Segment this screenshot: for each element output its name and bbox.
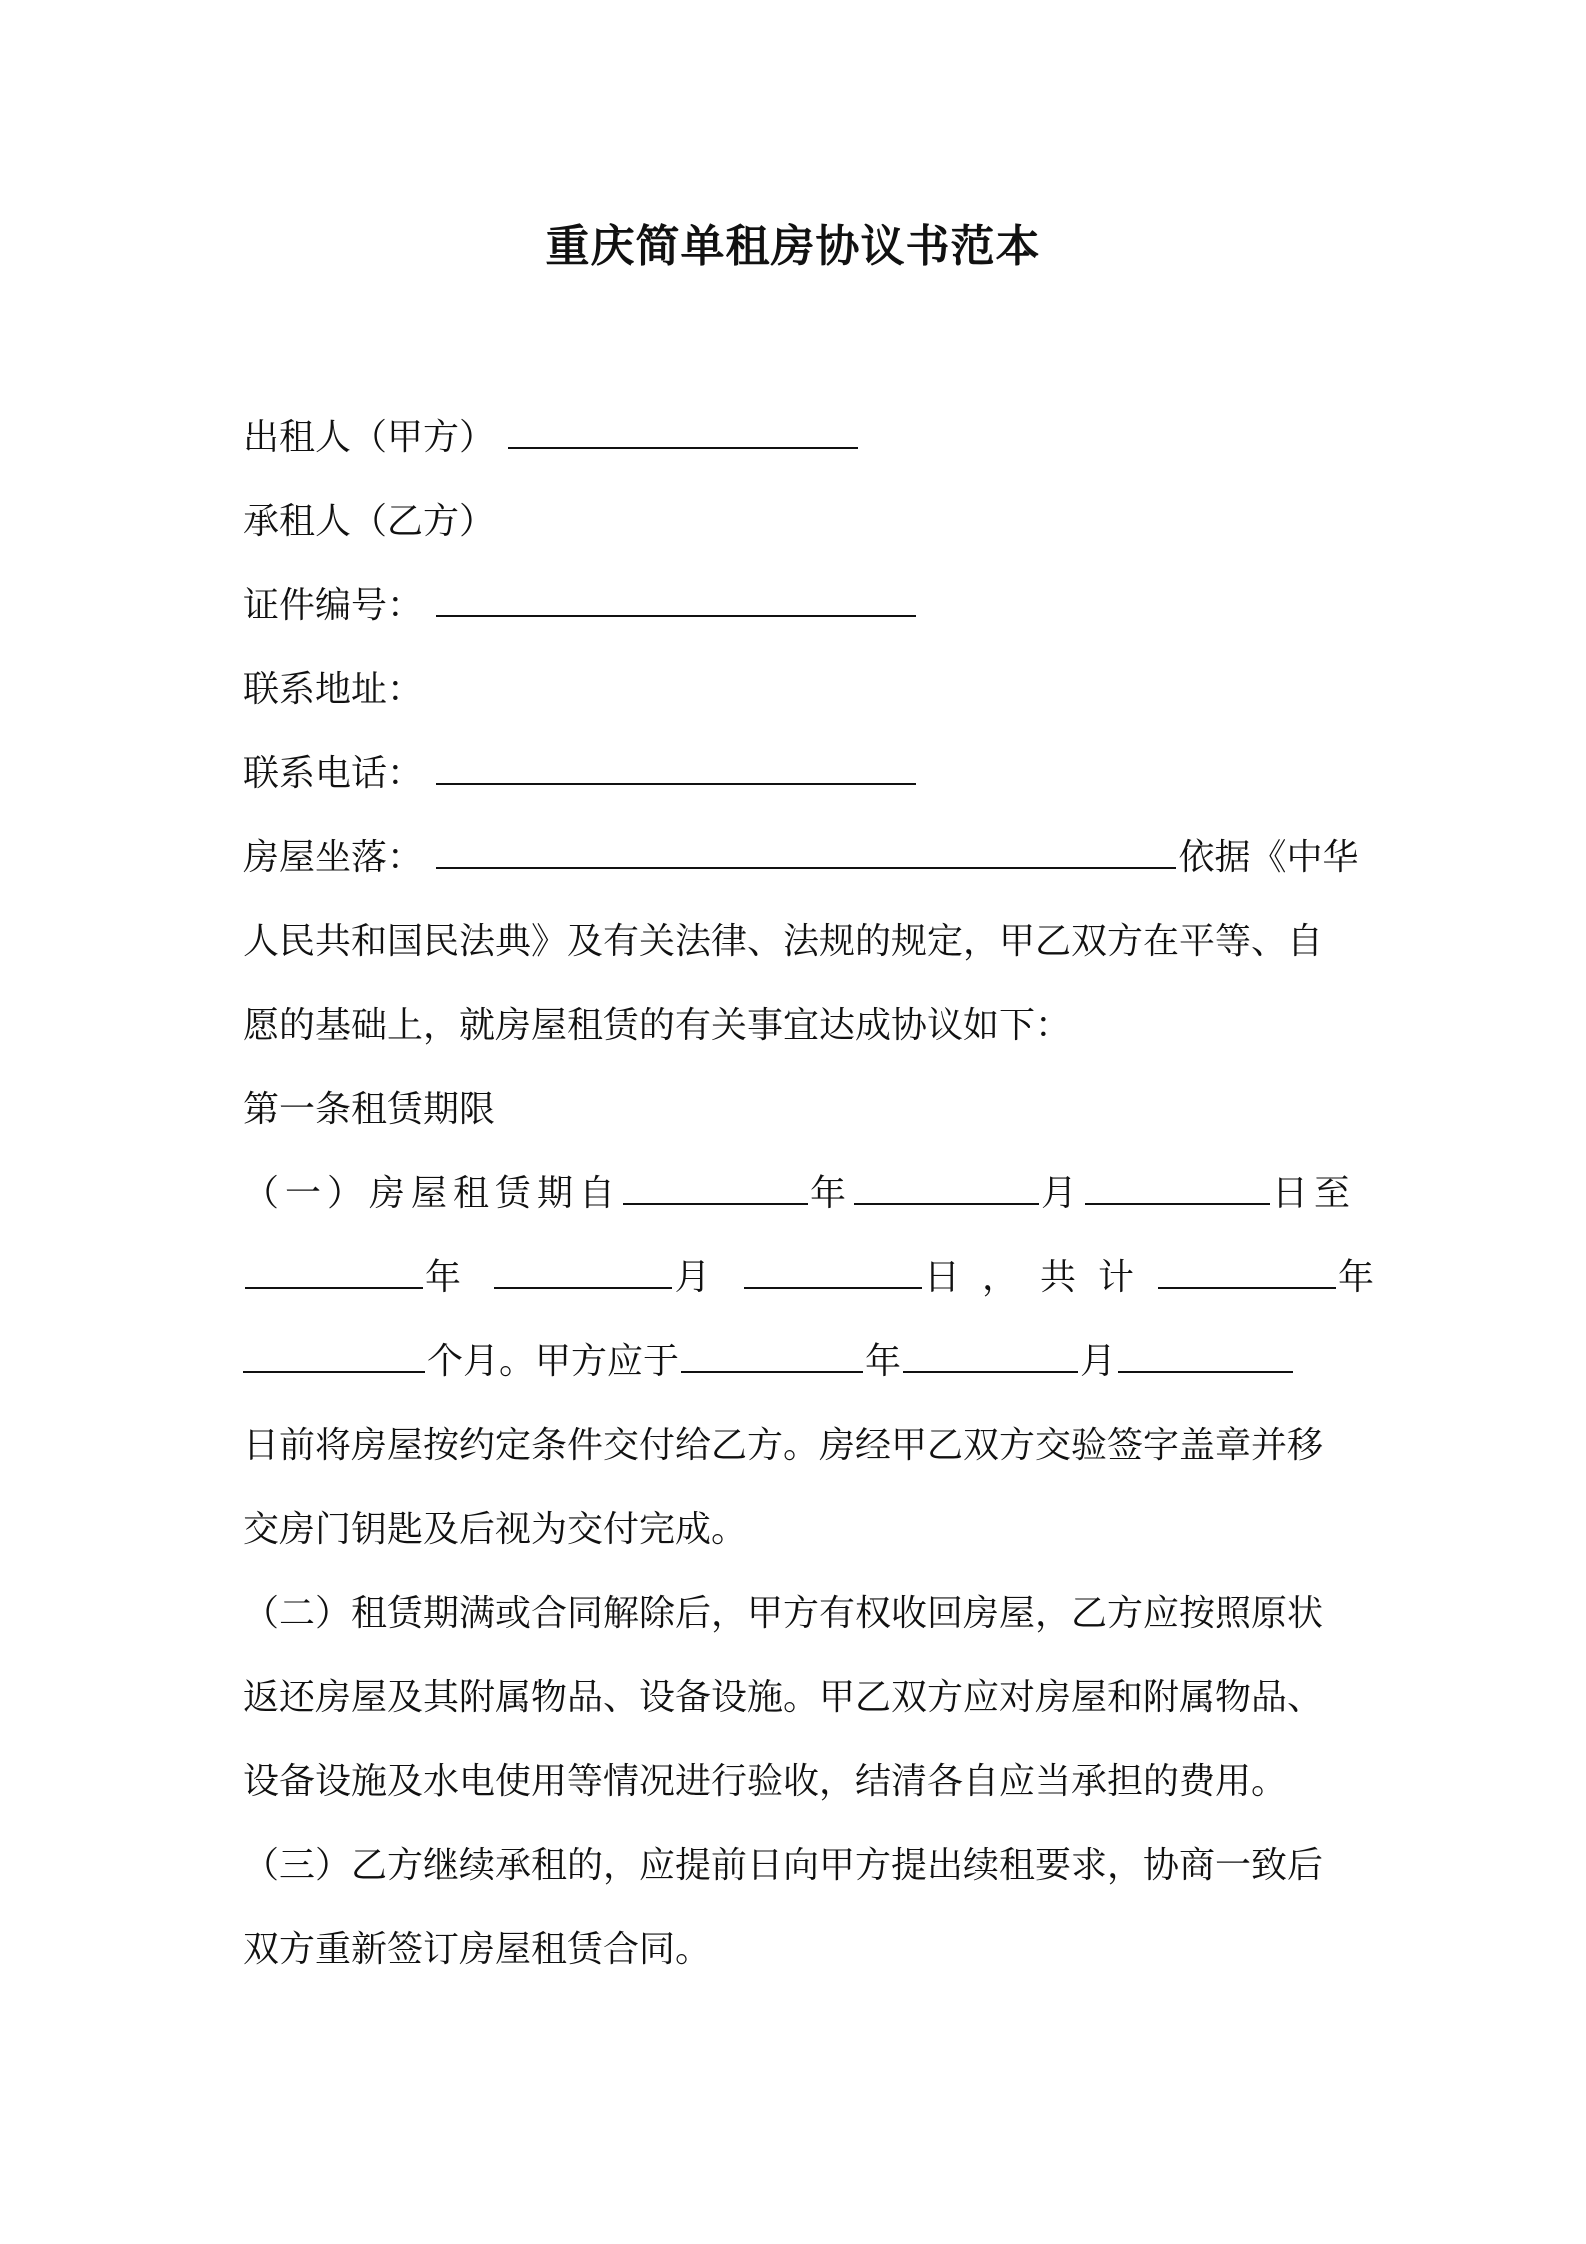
location-blank bbox=[436, 833, 1176, 869]
phone-label: 联系电话： bbox=[243, 753, 424, 794]
blank bbox=[1158, 1253, 1336, 1289]
location-label: 房屋坐落： bbox=[243, 837, 424, 878]
clause-2-line-2: 返还房屋及其附属物品、设备设施。甲乙双方应对房屋和附属物品、 bbox=[243, 1677, 1324, 1718]
blank bbox=[245, 1253, 423, 1289]
landlord-label: 出租人（甲方） bbox=[243, 417, 496, 458]
month-label: 月 bbox=[1041, 1173, 1084, 1214]
year-label: 年 bbox=[425, 1257, 472, 1298]
clause-2-line-1: （二）租赁期满或合同解除后，甲方有权收回房屋，乙方应按照原状 bbox=[243, 1593, 1324, 1634]
clause-2-line-3: 设备设施及水电使用等情况进行验收，结清各自应当承担的费用。 bbox=[243, 1761, 1288, 1802]
lease-term-line-3 bbox=[243, 1334, 1353, 1390]
id-number-field bbox=[243, 578, 1353, 634]
id-number-label: 证件编号： bbox=[243, 585, 424, 626]
blank bbox=[903, 1337, 1078, 1373]
blank bbox=[623, 1169, 808, 1205]
blank bbox=[1085, 1169, 1270, 1205]
year-label: 年 bbox=[865, 1341, 902, 1382]
id-number-blank bbox=[436, 581, 916, 617]
tenant-field bbox=[243, 494, 1353, 550]
day-total-label: 日，共计 bbox=[923, 1257, 1156, 1298]
lease-term-line-1 bbox=[243, 1166, 1357, 1222]
blank bbox=[854, 1169, 1039, 1205]
lease-term-prefix: （一）房屋租赁期自 bbox=[243, 1173, 622, 1214]
clause-3-line-1: （三）乙方继续承租的，应提前日向甲方提出续租要求，协商一致后 bbox=[243, 1845, 1324, 1886]
landlord-field bbox=[243, 410, 1353, 466]
landlord-blank bbox=[508, 413, 858, 449]
document-title: 重庆简单租房协议书范本 bbox=[545, 221, 1041, 272]
article-1-heading: 第一条租赁期限 bbox=[243, 1089, 496, 1130]
intro-text-tail: 依据《中华 bbox=[1178, 837, 1359, 878]
clause-3-line-2: 双方重新签订房屋租赁合同。 bbox=[243, 1929, 712, 1970]
intro-line-3: 愿的基础上，就房屋租赁的有关事宜达成协议如下： bbox=[243, 1005, 1072, 1046]
blank bbox=[681, 1337, 863, 1373]
address-label: 联系地址： bbox=[243, 669, 424, 710]
month-label: 月 bbox=[1080, 1341, 1117, 1382]
months-label: 个月。甲方应于 bbox=[427, 1341, 680, 1382]
day-to-label: 日至 bbox=[1272, 1173, 1357, 1214]
blank bbox=[494, 1253, 672, 1289]
address-field bbox=[243, 662, 1353, 718]
year-label: 年 bbox=[1337, 1257, 1384, 1298]
lease-term-line-4: 日前将房屋按约定条件交付给乙方。房经甲乙双方交验签字盖章并移 bbox=[243, 1425, 1324, 1466]
intro-line-2: 人民共和国民法典》及有关法律、法规的规定，甲乙双方在平等、自 bbox=[243, 921, 1324, 962]
blank bbox=[243, 1337, 425, 1373]
lease-term-line-2 bbox=[243, 1250, 1384, 1306]
phone-field bbox=[243, 746, 1353, 802]
phone-blank bbox=[436, 749, 916, 785]
year-label: 年 bbox=[810, 1173, 853, 1214]
blank bbox=[744, 1253, 922, 1289]
tenant-label: 承租人（乙方） bbox=[243, 501, 496, 542]
lease-term-line-5: 交房门钥匙及后视为交付完成。 bbox=[243, 1509, 748, 1550]
month-label: 月 bbox=[674, 1257, 721, 1298]
location-field bbox=[243, 830, 1359, 886]
blank bbox=[1118, 1337, 1293, 1373]
